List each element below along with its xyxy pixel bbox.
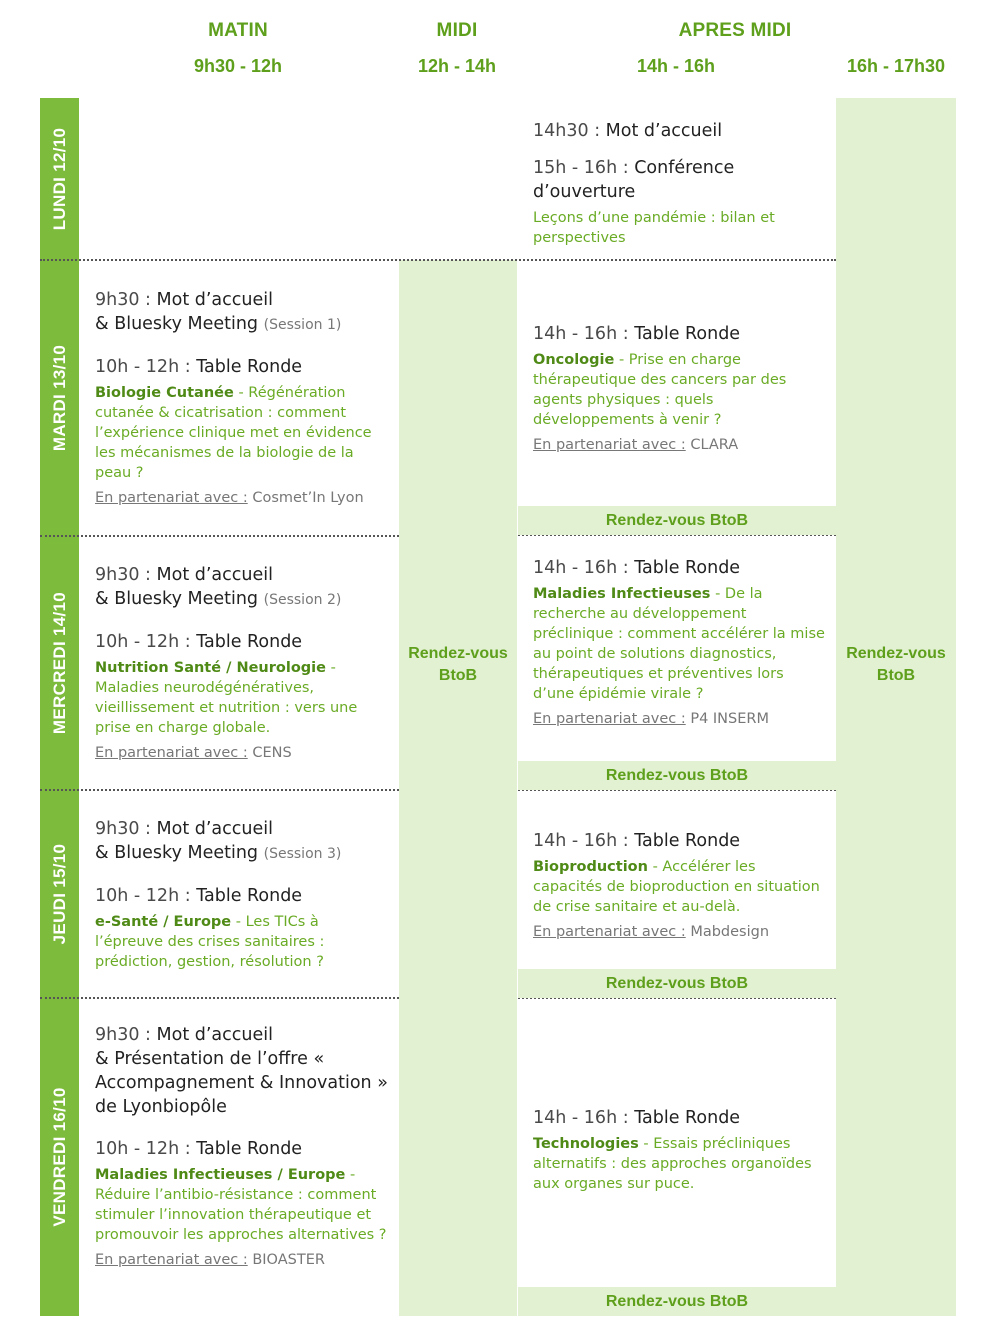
separator (40, 535, 399, 537)
btob-strip-friday: Rendez-vous BtoB (518, 1287, 836, 1316)
separator (40, 259, 836, 261)
friday-afternoon: 14h - 16h : Table Ronde Technologies - Essais précliniques alternatifs : des approches organoïdes aux organes sur puce. (533, 1108, 812, 1192)
day-monday: LUNDI 12/10 (49, 127, 69, 231)
tuesday-afternoon: 14h - 16h : Table Ronde Oncologie - Prise en charge thérapeutique des cancers par des agents physiques : quels développements à venir ? En partenariat avec : CLARA (533, 324, 787, 453)
time-apres-midi: 14h - 16h (636, 56, 716, 76)
btob-strip-thursday: Rendez-vous BtoB (518, 969, 836, 998)
btob-strip-wednesday: Rendez-vous BtoB (518, 761, 836, 790)
wednesday-afternoon: 14h - 16h : Table Ronde Maladies Infectieuses - De la recherche au développement préclinique : comment accélérer la mise au point de solutions diagnostics, thérapeutiques et préventives lors d’une épidémie virale ? En partenariat avec : P4 INSERM (533, 558, 825, 727)
day-friday: VENDREDI 16/10 (49, 1087, 69, 1227)
btob-strip-tuesday: Rendez-vous BtoB (518, 506, 836, 535)
midi-column (399, 260, 517, 1316)
header-midi: MIDI (436, 20, 478, 41)
thursday-morning: 9h30 : Mot d’accueil & Bluesky Meeting (Session 3) 10h - 12h : Table Ronde e-Santé / Europe - Les TICs à l’épreuve des crises sanitaires : prédiction, gestion, résolution ? (95, 819, 342, 970)
friday-morning: 9h30 : Mot d’accueil & Présentation de l’offre « Accompagnement & Innovation » de Lyonbiopôle 10h - 12h : Table Ronde Maladies Infectieuses / Europe - Réduire l’antibio-résistance : comment stimuler l’innovation thérapeutique et promouvoir les approches alternatives ? En partenariat avec : BIOASTER (95, 1025, 388, 1268)
header-matin: MATIN (208, 20, 268, 41)
btob-late: Rendez-vous BtoB (846, 645, 946, 684)
wednesday-morning: 9h30 : Mot d’accueil & Bluesky Meeting (Session 2) 10h - 12h : Table Ronde Nutrition Santé / Neurologie - Maladies neurodégénératives, vieillissement et nutrition : vers une prise en charge globale. En partenariat avec : CENS (95, 565, 358, 761)
time-fin: 16h - 17h30 (846, 56, 946, 76)
time-midi: 12h - 14h (417, 56, 497, 76)
time-matin: 9h30 - 12h (193, 56, 283, 76)
tuesday-morning: 9h30 : Mot d’accueil & Bluesky Meeting (Session 1) 10h - 12h : Table Ronde Biologie Cutanée - Régénération cutanée & cicatrisation : comment l’expérience clinique met en évidence les mécanismes de la biologie de la peau ? En partenariat avec : Cosmet’In Lyon (95, 290, 372, 506)
day-tuesday: MARDI 13/10 (49, 344, 69, 451)
monday-afternoon: 14h30 : Mot d’accueil 15h - 16h : Conférence d’ouverture Leçons d’une pandémie : bilan et perspectives (533, 121, 775, 246)
late-column (836, 98, 956, 1316)
day-thursday: JEUDI 15/10 (49, 843, 69, 945)
day-wednesday: MERCREDI 14/10 (49, 591, 69, 734)
btob-midi: Rendez-vous BtoB (408, 645, 508, 684)
header-apres-midi: APRES MIDI (678, 20, 792, 41)
thursday-afternoon: 14h - 16h : Table Ronde Bioproduction - Accélérer les capacités de bioproduction en situation de crise sanitaire et au-delà. En partenariat avec : Mabdesign (533, 831, 820, 940)
separator (40, 789, 399, 791)
separator (40, 997, 399, 999)
